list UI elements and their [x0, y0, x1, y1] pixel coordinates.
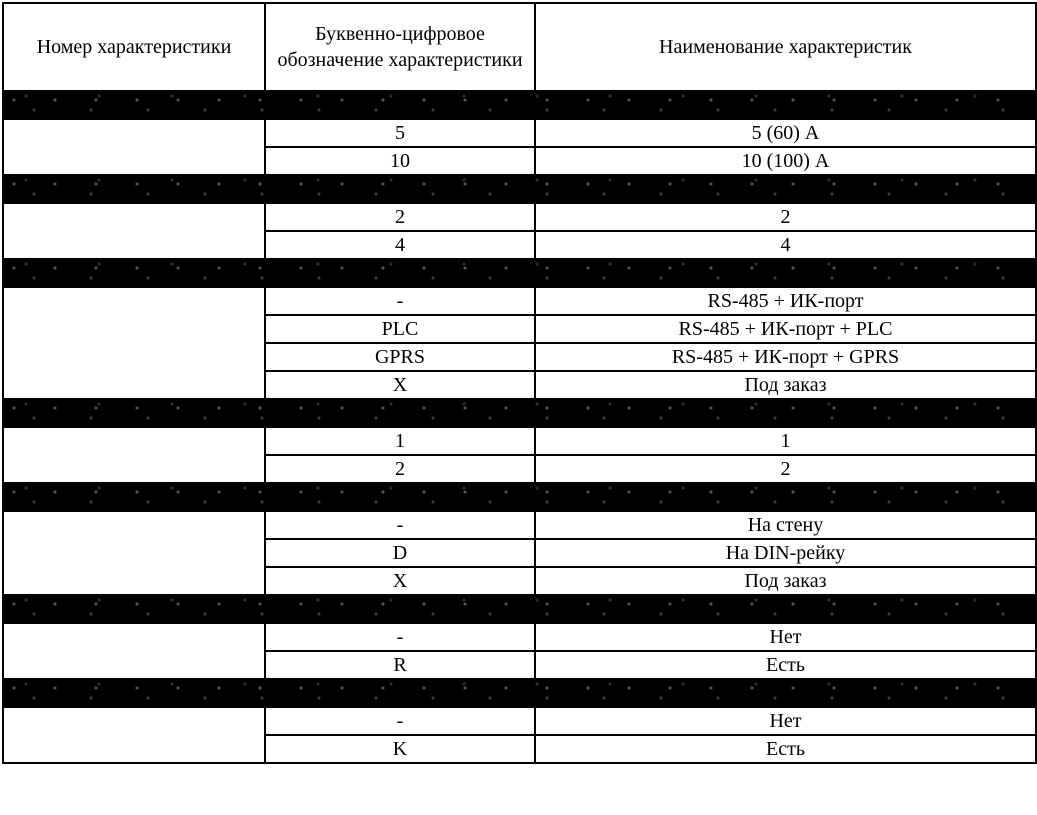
code-cell: - [265, 623, 535, 651]
name-cell: Нет [535, 707, 1036, 735]
code-cell: - [265, 511, 535, 539]
number-cell [3, 707, 265, 763]
header-number: Номер характеристики [3, 3, 265, 91]
number-cell [3, 427, 265, 483]
code-cell: X [265, 371, 535, 399]
name-cell: RS-485 + ИК-порт + GPRS [535, 343, 1036, 371]
code-cell: 2 [265, 203, 535, 231]
name-cell: Под заказ [535, 567, 1036, 595]
header-name: Наименование характеристик [535, 3, 1036, 91]
section-bar [3, 483, 1036, 511]
table-row [3, 511, 1036, 539]
code-cell: 4 [265, 231, 535, 259]
section-bar [3, 175, 1036, 203]
header-code: Буквенно-цифровое обозначение характеристики [265, 3, 535, 91]
number-cell [3, 203, 265, 259]
characteristics-table [2, 2, 1037, 764]
number-cell [3, 511, 265, 595]
code-cell: D [265, 539, 535, 567]
number-cell [3, 623, 265, 679]
section-bar [3, 679, 1036, 707]
name-cell: 2 [535, 203, 1036, 231]
table-row [3, 707, 1036, 735]
name-cell: RS-485 + ИК-порт [535, 287, 1036, 315]
name-cell: 2 [535, 455, 1036, 483]
name-cell: 4 [535, 231, 1036, 259]
table-row [3, 287, 1036, 315]
table-row [3, 203, 1036, 231]
number-cell [3, 287, 265, 399]
code-cell: X [265, 567, 535, 595]
section-bar [3, 595, 1036, 623]
code-cell: - [265, 707, 535, 735]
table-row [3, 427, 1036, 455]
name-cell: Нет [535, 623, 1036, 651]
name-cell: Есть [535, 651, 1036, 679]
name-cell: На DIN-рейку [535, 539, 1036, 567]
section-bar [3, 399, 1036, 427]
name-cell: Есть [535, 735, 1036, 763]
code-cell: PLC [265, 315, 535, 343]
code-cell: 5 [265, 119, 535, 147]
name-cell: Под заказ [535, 371, 1036, 399]
code-cell: 1 [265, 427, 535, 455]
section-bar [3, 91, 1036, 119]
name-cell: 5 (60) А [535, 119, 1036, 147]
header-row [3, 3, 1036, 91]
name-cell: 10 (100) А [535, 147, 1036, 175]
characteristics-document [2, 2, 1035, 764]
name-cell: На стену [535, 511, 1036, 539]
number-cell [3, 119, 265, 175]
code-cell: 2 [265, 455, 535, 483]
code-cell: K [265, 735, 535, 763]
code-cell: GPRS [265, 343, 535, 371]
table-row [3, 623, 1036, 651]
code-cell: 10 [265, 147, 535, 175]
code-cell: R [265, 651, 535, 679]
name-cell: 1 [535, 427, 1036, 455]
section-bar [3, 259, 1036, 287]
name-cell: RS-485 + ИК-порт + PLC [535, 315, 1036, 343]
table-row [3, 119, 1036, 147]
code-cell: - [265, 287, 535, 315]
